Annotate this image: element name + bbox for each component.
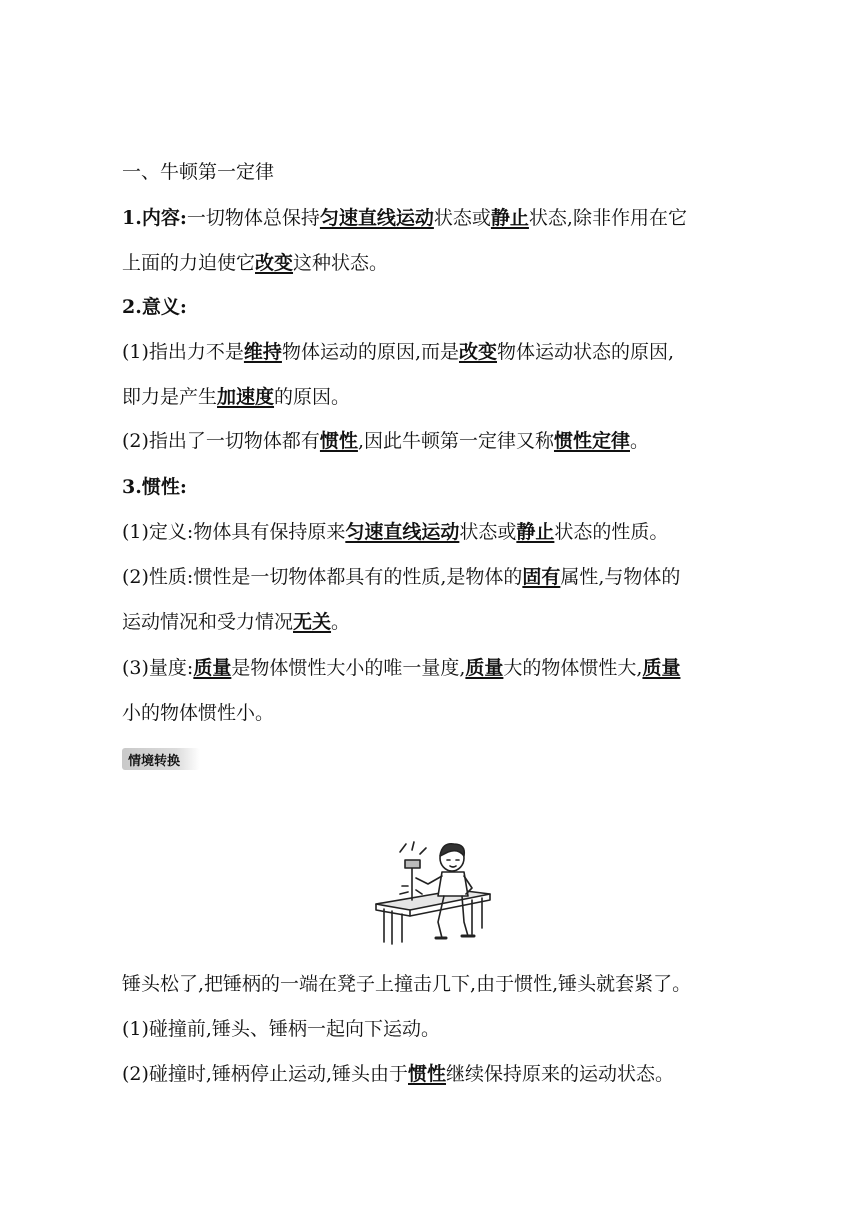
text: 。 <box>331 611 351 633</box>
text: 状态或 <box>433 207 491 229</box>
item3-p1 <box>122 519 740 545</box>
text: (1)指出力不是 <box>122 341 244 363</box>
text: 上面的力迫使它 <box>122 252 256 274</box>
answer: 惯性定律 <box>553 430 630 452</box>
text: 一切物体总保持 <box>186 207 320 229</box>
item3-p2-line2 <box>122 609 740 635</box>
answer: 质量 <box>193 657 232 679</box>
item2-label: 2.意义: <box>122 296 187 318</box>
text: 继续保持原来的运动状态。 <box>446 1063 675 1085</box>
text: (2)指出了一切物体都有 <box>122 430 320 452</box>
answer: 静止 <box>490 207 529 229</box>
text: (1)定义:物体具有保持原来 <box>122 521 346 543</box>
text: 大的物体惯性大, <box>503 657 643 679</box>
text: 是物体惯性大小的唯一量度, <box>231 657 466 679</box>
text: ,因此牛顿第一定律又称 <box>357 430 554 452</box>
item3-p3-line1 <box>122 655 740 681</box>
answer: 改变 <box>255 252 294 274</box>
answer: 维持 <box>243 341 282 363</box>
section-title: 一、牛顿第一定律 <box>122 161 275 183</box>
item2-p1-line2 <box>122 384 740 410</box>
answer: 固有 <box>522 566 561 588</box>
answer: 质量 <box>642 657 681 679</box>
text: 物体运动的原因,而是 <box>281 341 459 363</box>
answer: 无关 <box>293 611 332 633</box>
text: 运动情况和受力情况 <box>122 611 294 633</box>
answer: 惯性 <box>319 430 358 452</box>
answer: 匀速直线运动 <box>319 207 434 229</box>
answer: 加速度 <box>217 386 275 408</box>
text: 状态或 <box>459 521 517 543</box>
answer: 惯性 <box>408 1063 447 1085</box>
item1-line2 <box>122 250 740 276</box>
text: 即力是产生 <box>122 386 218 408</box>
scenario-tag-label: 情境转换 <box>128 754 181 769</box>
text: (3)量度: <box>122 657 194 679</box>
text: 。 <box>630 430 650 452</box>
text: (2)性质:惯性是一切物体都具有的性质,是物体的 <box>122 566 523 588</box>
text: 的原因。 <box>274 386 351 408</box>
text: 物体运动状态的原因, <box>497 341 675 363</box>
item2-p1-line1 <box>122 339 740 365</box>
text: (2)碰撞时,锤柄停止运动,锤头由于 <box>122 1063 408 1085</box>
item2-p2 <box>122 428 740 454</box>
answer: 质量 <box>465 657 504 679</box>
answer: 匀速直线运动 <box>345 521 460 543</box>
text: 状态,除非作用在它 <box>528 207 687 229</box>
item3-p3-line2 <box>122 700 740 726</box>
text: 状态的性质。 <box>554 521 669 543</box>
item3-label: 3.惯性: <box>122 476 187 498</box>
scenario-line1: 锤头松了,把锤柄的一端在凳子上撞击几下,由于惯性,锤头就套紧了。 <box>122 973 692 995</box>
item1-label: 1.内容: <box>122 207 187 229</box>
scenario-line3 <box>122 1061 740 1087</box>
item1-line1 <box>122 205 740 231</box>
item3-p2-line1 <box>122 564 740 590</box>
text: 属性,与物体的 <box>560 566 681 588</box>
text: 这种状态。 <box>293 252 389 274</box>
scenario-tag <box>122 748 200 770</box>
hammer-bench-illustration <box>372 838 496 948</box>
answer: 改变 <box>458 341 497 363</box>
scenario-line2: (1)碰撞前,锤头、锤柄一起向下运动。 <box>122 1018 440 1040</box>
answer: 静止 <box>516 521 555 543</box>
text: 小的物体惯性小。 <box>122 702 275 724</box>
